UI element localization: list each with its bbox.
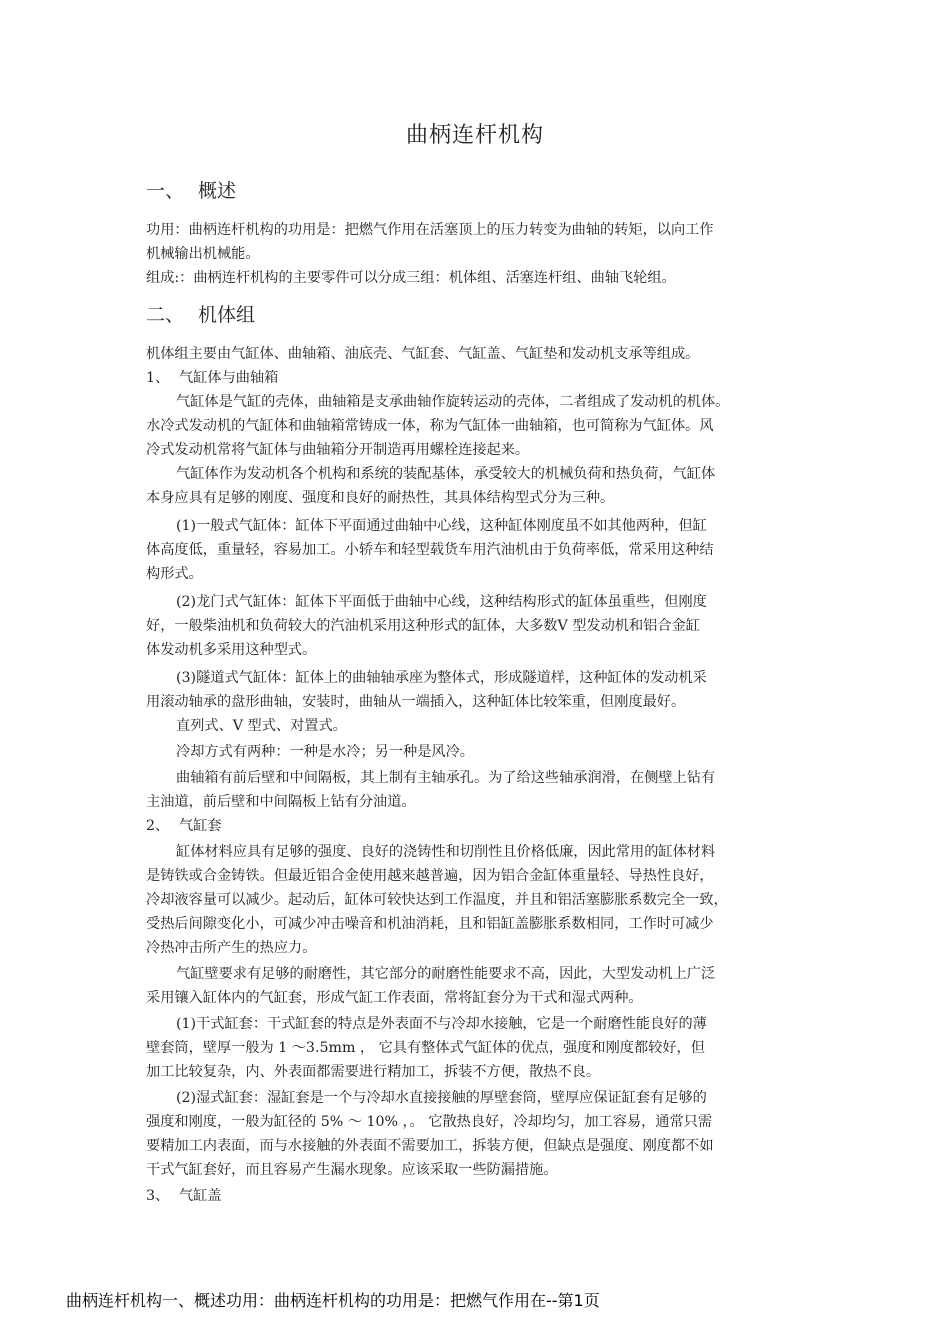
paragraph-line: 冷式发动机常将气缸体与曲轴箱分开制造再用螺栓连接起来。	[146, 442, 530, 458]
section-title: 机体组	[198, 304, 256, 326]
paragraph-line: 组成:：曲柄连杆机构的主要零件可以分成三组：机体组、活塞连杆组、曲轴飞轮组。	[146, 270, 676, 286]
paragraph-line: 主油道，前后壁和中间隔板上钻有分油道。	[146, 794, 416, 810]
paragraph-line: 好，一般柴油机和负荷较大的汽油机采用这种形式的缸体，大多数V 型发动机和铝合金缸	[146, 618, 700, 634]
paragraph-line: 壁套筒，壁厚一般为 1 ～3.5mm ， 它具有整体式气缸体的优点，强度和刚度都较好，但	[146, 1040, 705, 1056]
subsection-number: 2、	[146, 818, 170, 834]
paragraph-line: 本身应具有足够的刚度、强度和良好的耐热性，其具体结构型式分为三种。	[146, 490, 615, 506]
section-number: 二、	[146, 304, 185, 326]
subsection-title: 气缸套	[179, 818, 222, 834]
subsection-title: 气缸盖	[179, 1188, 222, 1204]
paragraph-line: 要精加工内表面，而与水接触的外表面不需要加工，拆装方便，但缺点是强度、刚度都不如	[146, 1138, 714, 1154]
paragraph-line: 缸体材料应具有足够的强度、良好的浇铸性和切削性且价格低廉，因此常用的缸体材料	[176, 844, 716, 860]
paragraph-line: 气缸体是气缸的壳体，曲轴箱是支承曲轴作旋转运动的壳体，二者组成了发动机的机体。	[176, 394, 730, 410]
paragraph-line: 干式气缸套好，而且容易产生漏水现象。应该采取一些防漏措施。	[146, 1162, 558, 1178]
document-title: 曲柄连杆机构	[405, 123, 544, 148]
paragraph-line: 气缸体作为发动机各个机构和系统的装配基体，承受较大的机械负荷和热负荷，气缸体	[176, 466, 716, 482]
paragraph-line: (2)湿式缸套：湿缸套是一个与冷却水直接接触的厚壁套筒，壁厚应保证缸套有足够的	[176, 1090, 707, 1106]
paragraph-line: 体高度低，重量轻，容易加工。小轿车和轻型载货车用汽油机由于负荷率低，常采用这种结	[146, 542, 714, 558]
subsection-title: 气缸体与曲轴箱	[179, 370, 279, 386]
subsection-heading	[146, 1184, 222, 1208]
paragraph-line: 强度和刚度，一般为缸径的 5% ～ 10% ，。 它散热良好，冷却均匀，加工容易，通常只需	[146, 1114, 713, 1130]
paragraph-line: 水冷式发动机的气缸体和曲轴箱常铸成一体，称为气缸体一曲轴箱，也可简称为气缸体。风	[146, 418, 714, 434]
paragraph-line: 是铸铁或合金铸铁。但最近铝合金使用越来越普遍，因为铝合金缸体重量轻、导热性良好，	[146, 868, 714, 884]
paragraph-line: 采用镶入缸体内的气缸套，形成气缸工作表面，常将缸套分为干式和湿式两种。	[146, 990, 643, 1006]
paragraph-line: 机械输出机械能。	[146, 246, 260, 262]
paragraph-line: 机体组主要由气缸体、曲轴箱、油底壳、气缸套、气缸盖、气缸垫和发动机支承等组成。	[146, 346, 700, 362]
subsection-number: 1、	[146, 370, 170, 386]
paragraph-line: (1)干式缸套：干式缸套的特点是外表面不与冷却水接触，它是一个耐磨性能良好的薄	[176, 1016, 707, 1032]
paragraph-line: 体发动机多采用这种型式。	[146, 642, 317, 658]
section-heading-engine-block	[146, 300, 255, 327]
paragraph-line: (1)一般式气缸体：缸体下平面通过曲轴中心线，这种缸体刚度虽不如其他两种，但缸	[176, 518, 707, 534]
paragraph-line: 用滚动轴承的盘形曲轴，安装时，曲轴从一端插入，这种缸体比较笨重，但刚度最好。	[146, 694, 686, 710]
page-footer: 曲柄连杆机构一、概述功用：曲柄连杆机构的功用是：把燃气作用在--第1页	[66, 1291, 600, 1310]
subsection-number: 3、	[146, 1188, 170, 1204]
paragraph-line: 受热后间隙变化小，可减少冲击噪音和机油消耗，且和铝缸盖膨胀系数相同，工作时可减少	[146, 916, 714, 932]
section-heading-overview	[146, 176, 236, 203]
section-title: 概述	[198, 180, 237, 202]
paragraph-line: 冷却液容量可以减少。起动后，缸体可较快达到工作温度，并且和铝活塞膨胀系数完全一致，	[146, 892, 728, 908]
paragraph-line: 冷热冲击所产生的热应力。	[146, 940, 317, 956]
paragraph-line: 直列式、V 型式、对置式。	[176, 718, 347, 734]
paragraph-line: 功用：曲柄连杆机构的功用是：把燃气作用在活塞顶上的压力转变为曲轴的转矩，以向工作	[146, 222, 714, 238]
paragraph-line: (3)隧道式气缸体：缸体上的曲轴轴承座为整体式，形成隧道样，这种缸体的发动机采	[176, 670, 707, 686]
paragraph-line: 构形式。	[146, 566, 203, 582]
paragraph-line: 气缸壁要求有足够的耐磨性，其它部分的耐磨性能要求不高，因此，大型发动机上广泛	[176, 966, 716, 982]
paragraph-line: 曲轴箱有前后壁和中间隔板，其上制有主轴承孔。为了给这些轴承润滑，在侧壁上钻有	[176, 770, 716, 786]
paragraph-line: (2)龙门式气缸体：缸体下平面低于曲轴中心线，这种结构形式的缸体虽重些，但刚度	[176, 594, 707, 610]
paragraph-line: 冷却方式有两种：一种是水冷；另一种是风冷。	[176, 744, 474, 760]
section-number: 一、	[146, 180, 185, 202]
paragraph-line: 加工比较复杂，内、外表面都需要进行精加工，拆装不方便，散热不良。	[146, 1064, 601, 1080]
subsection-heading	[146, 366, 278, 390]
subsection-heading	[146, 814, 222, 838]
